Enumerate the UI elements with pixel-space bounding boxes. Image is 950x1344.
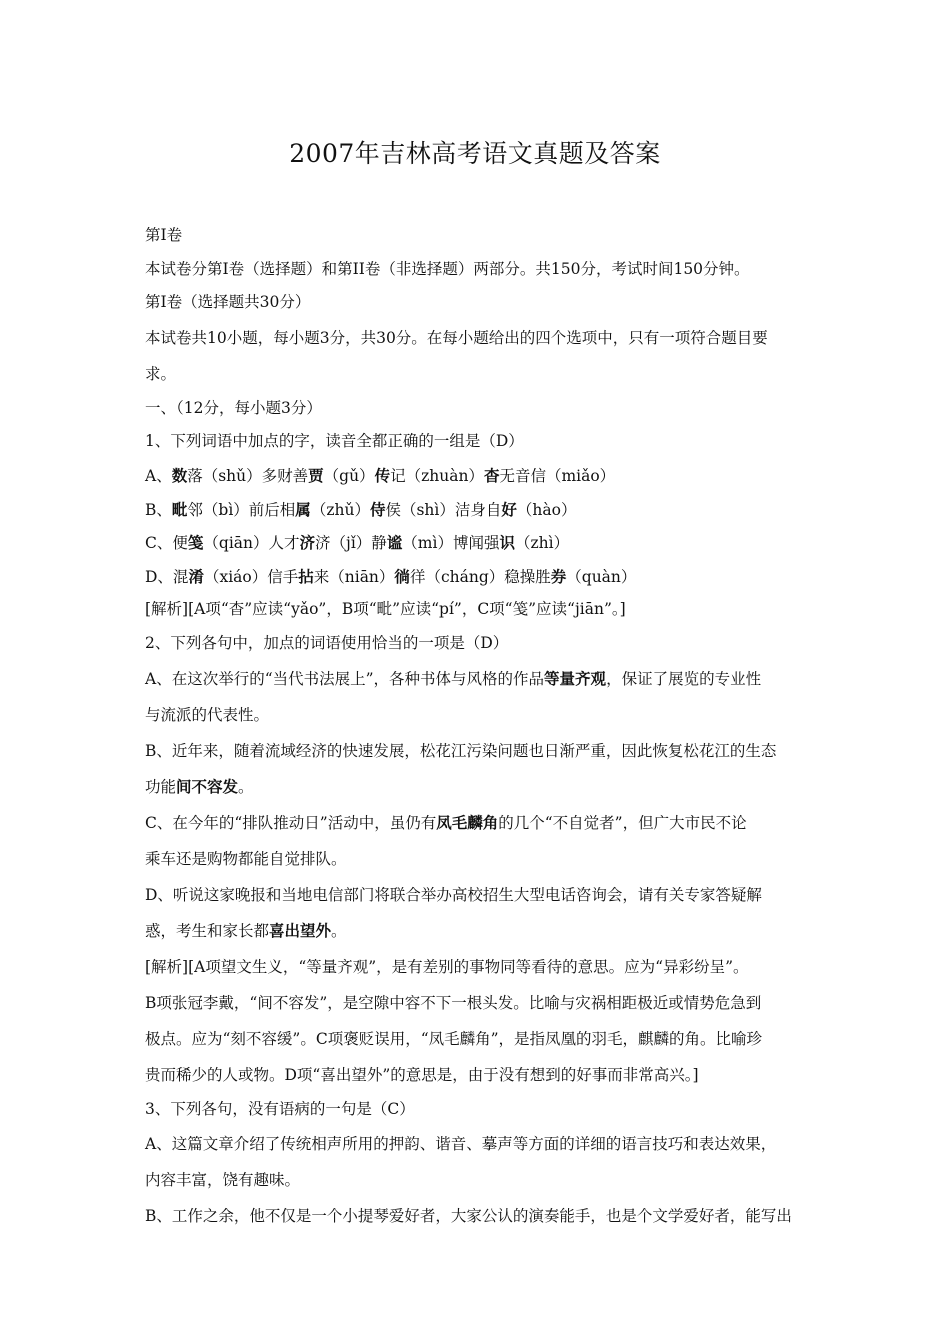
text-run: A、在这次举行的“当代书法展上”，各种书体与风格的作品 — [145, 669, 545, 688]
text-run: 与流派的代表性。 — [145, 705, 270, 724]
text-run: 邻（bì）前后相 — [187, 500, 296, 519]
text-run: 内容丰富，饶有趣味。 — [145, 1171, 301, 1190]
text-run: B项张冠李戴，“间不容发”，是空隙中容不下一根头发。比喻与灾祸相距极近或情势危急到 — [145, 993, 762, 1012]
text-run: 1、下列词语中加点的字，读音全都正确的一组是（D） — [145, 432, 524, 451]
document-title: 2007年吉林高考语文真题及答案 — [289, 139, 661, 168]
text-run: 第Ⅰ卷 — [145, 226, 183, 244]
text-run: 无音信（miǎo） — [499, 466, 616, 485]
emphasized-text: 数 — [171, 465, 188, 485]
text-line — [145, 913, 825, 949]
text-run: 一、（12分，每小题3分） — [145, 398, 322, 417]
text-line — [145, 733, 825, 769]
text-line — [145, 493, 825, 527]
text-line — [145, 841, 825, 877]
text-line — [145, 661, 825, 697]
text-run: 。 — [331, 921, 347, 940]
emphasized-text: 间不容发 — [176, 776, 239, 796]
text-run: 贵而稀少的人或物。D项“喜出望外”的意思是，由于没有想到的好事而非常高兴。] — [145, 1065, 699, 1084]
text-run: 惑，考生和家长都 — [145, 921, 270, 940]
text-line — [145, 697, 825, 733]
text-run: B、 — [145, 500, 172, 519]
text-run: A、 — [145, 466, 172, 485]
text-run: （xiáo）信手 — [203, 567, 299, 586]
emphasized-text: 喜出望外 — [269, 920, 332, 940]
text-line — [145, 526, 825, 560]
text-run: B、工作之余，他不仅是一个小提琴爱好者，大家公认的演奏能手，也是个文学爱好者，能写出 — [145, 1207, 792, 1226]
text-line — [145, 459, 825, 493]
text-line — [145, 1198, 825, 1234]
text-line — [145, 392, 825, 426]
text-run: 乘车还是购物都能自觉排队。 — [145, 849, 347, 868]
text-run: 济（jǐ）静 — [315, 534, 387, 553]
text-run: D、混 — [145, 567, 189, 586]
text-run: 极点。应为“刻不容缓”。C项褒贬误用，“凤毛麟角”，是指凤凰的羽毛，麒麟的角。比喻珍 — [145, 1029, 763, 1048]
text-run: A、这篇文章介绍了传统相声所用的押韵、谐音、摹声等方面的详细的语言技巧和表达效果， — [145, 1135, 777, 1154]
text-run: （zhì） — [514, 534, 570, 553]
text-run: 本试卷共10小题，每小题3分，共30分。在每小题给出的四个选项中，只有一项符合题目要 — [145, 328, 768, 347]
text-line — [145, 560, 825, 594]
text-run: （mì）博闻强 — [402, 534, 500, 553]
text-line — [145, 769, 825, 805]
emphasized-text: 淆 — [188, 566, 204, 586]
emphasized-text: 券 — [550, 566, 567, 586]
text-run: （zhǔ） — [310, 500, 370, 519]
text-run: 。 — [238, 777, 254, 796]
text-run: 来（niān） — [313, 567, 395, 586]
emphasized-text: 传 — [374, 465, 391, 485]
text-run: 2、下列各句中，加点的词语使用恰当的一项是（D） — [145, 633, 509, 652]
text-run: （hào） — [516, 500, 577, 519]
text-run: 落（shǔ）多财善 — [187, 466, 309, 485]
text-run: 第Ⅰ卷（选择题共30分） — [145, 293, 311, 312]
text-run: [解析][A项“杳”应读“yǎo”，B项“毗”应读“pí”，C项“笺”应读“jiān”。] — [145, 600, 626, 619]
text-run: （qiān）人才 — [203, 534, 300, 553]
text-line — [145, 1057, 825, 1093]
emphasized-text: 济 — [299, 533, 316, 553]
text-run: 3、下列各句，没有语病的一句是（C） — [145, 1099, 415, 1118]
emphasized-text: 等量齐观 — [544, 668, 607, 688]
text-line — [145, 949, 825, 985]
text-line — [145, 286, 825, 320]
text-run: D、听说这家晚报和当地电信部门将联合举办高校招生大型电话咨询会，请有关专家答疑解 — [145, 885, 762, 904]
text-line — [145, 1126, 825, 1162]
emphasized-text: 毗 — [171, 499, 188, 519]
emphasized-text: 凤毛麟角 — [436, 812, 499, 832]
emphasized-text: 杳 — [483, 465, 500, 485]
text-run: B、近年来，随着流域经济的快速发展，松花江污染问题也日渐严重，因此恢复松花江的生态 — [145, 741, 777, 760]
emphasized-text: 好 — [501, 499, 517, 519]
text-line — [145, 985, 825, 1021]
text-run: 功能 — [145, 777, 177, 796]
text-run: （quàn） — [566, 567, 637, 586]
text-run: C、在今年的“排队推动日”活动中，虽仍有 — [145, 813, 437, 832]
emphasized-text: 识 — [499, 533, 515, 553]
text-line — [145, 219, 825, 253]
emphasized-text: 拈 — [298, 566, 314, 586]
text-line — [145, 253, 825, 287]
emphasized-text: 谧 — [386, 533, 403, 553]
emphasized-text: 笺 — [187, 533, 204, 553]
emphasized-text: 贾 — [308, 465, 324, 485]
text-line — [145, 877, 825, 913]
text-line — [145, 805, 825, 841]
text-run: 记（zhuàn） — [390, 466, 484, 485]
emphasized-text: 徜 — [394, 566, 410, 586]
text-run: 徉（cháng）稳操胜 — [409, 567, 551, 586]
text-line — [145, 1162, 825, 1198]
text-line — [145, 425, 825, 459]
text-run: 求。 — [145, 364, 177, 383]
emphasized-text: 属 — [295, 499, 311, 519]
text-line — [145, 356, 825, 392]
text-run: C、便 — [145, 534, 188, 553]
text-line — [145, 1093, 825, 1127]
text-run: （gǔ） — [323, 466, 375, 485]
text-line — [145, 320, 825, 356]
text-line — [145, 593, 825, 627]
text-line — [145, 627, 825, 661]
text-run: 本试卷分第Ⅰ卷（选择题）和第II卷（非选择题）两部分。共150分，考试时间150分钟。 — [145, 259, 750, 278]
text-run: 侯（shì）洁身自 — [385, 500, 502, 519]
text-line — [145, 1021, 825, 1057]
emphasized-text: 侍 — [369, 499, 386, 519]
text-run: 的几个“不自觉者”，但广大市民不论 — [498, 813, 747, 832]
text-run: ，保证了展览的专业性 — [606, 669, 762, 688]
text-run: [解析][A项望文生义，“等量齐观”，是有差别的事物同等看待的意思。应为“异彩纷呈”。 — [145, 957, 749, 976]
document-body — [145, 219, 825, 1234]
